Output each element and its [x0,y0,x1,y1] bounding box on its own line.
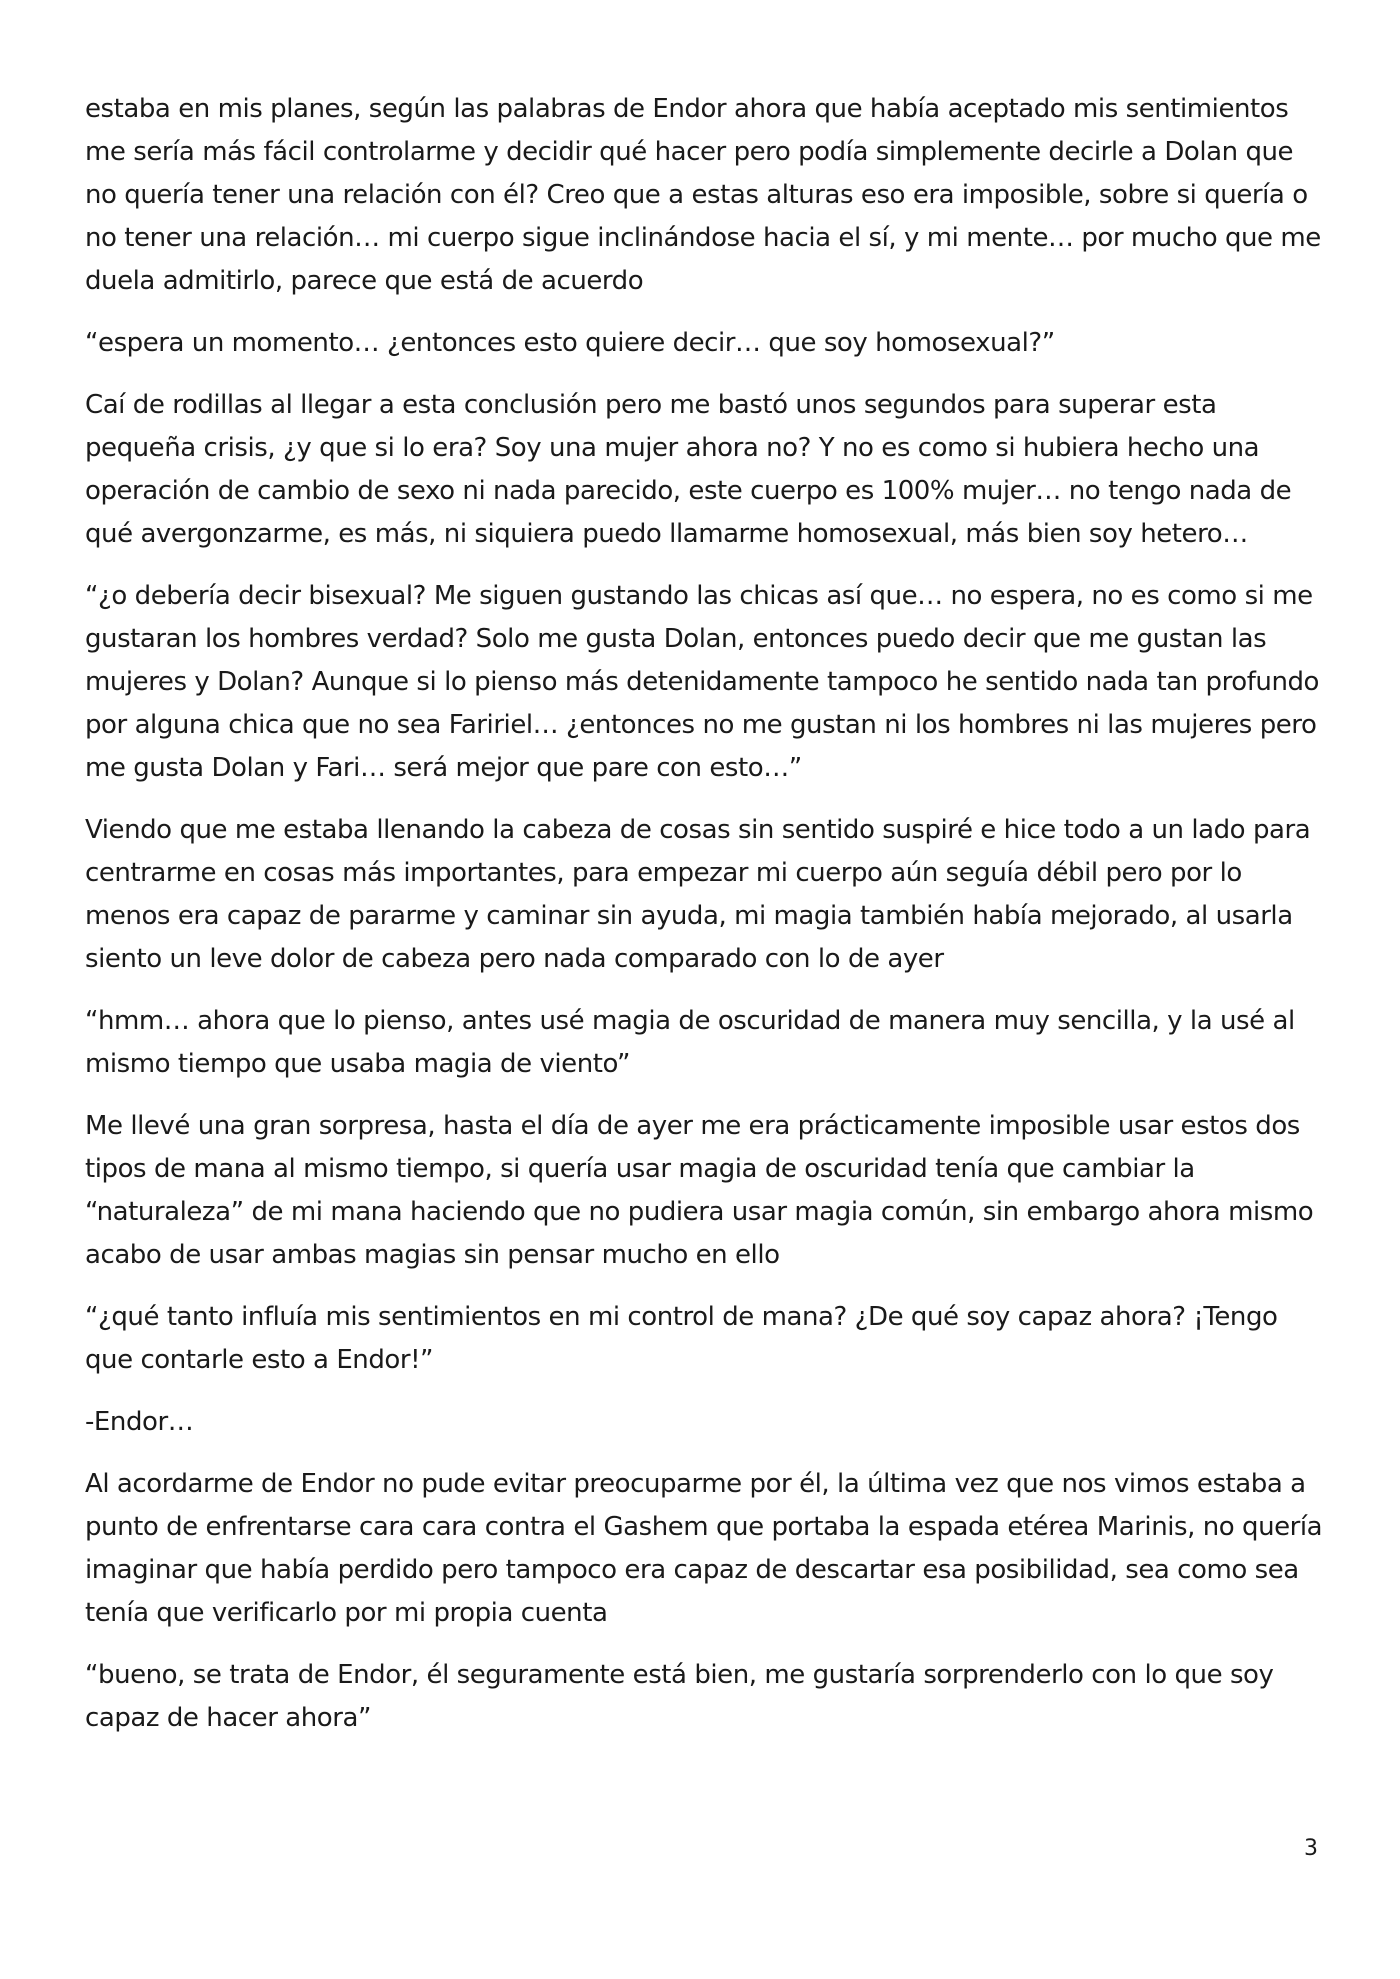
paragraph: “¿o debería decir bisexual? Me siguen gustando las chicas así que… no espera, no es como si me gustaran los hombres verdad? Solo me gusta Dolan, entonces puedo decir que me gustan las mujeres y Dolan? Aunque si lo pienso más detenidamente tampoco he sentido nada tan profundo por alguna chica que no sea Faririel… ¿entonces no me gustan ni los hombres ni las mujeres pero me gusta Dolan y Fari… será mejor que pare con esto…” [85,581,1319,783]
paragraph: “hmm… ahora que lo pienso, antes usé magia de oscuridad de manera muy sencilla, y la usé al mismo tiempo que usaba magia de viento” [85,1006,1295,1079]
paragraph: “espera un momento… ¿entonces esto quiere decir… que soy homosexual?” [85,328,1055,358]
paragraph: -Endor… [85,1407,194,1437]
paragraph: Viendo que me estaba llenando la cabeza de cosas sin sentido suspiré e hice todo a un lado para centrarme en cosas más importantes, para empezar mi cuerpo aún seguía débil pero por lo menos era capaz de pararme y caminar sin ayuda, mi magia también había mejorado, al usarla siento un leve dolor de cabeza pero nada comparado con lo de ayer [85,815,1311,974]
body-text [85,88,1325,1759]
paragraph: Caí de rodillas al llegar a esta conclusión pero me bastó unos segundos para superar esta pequeña crisis, ¿y que si lo era? Soy una mujer ahora no? Y no es como si hubiera hecho una operación de cambio de sexo ni nada parecido, este cuerpo es 100% mujer… no tengo nada de qué avergonzarme, es más, ni siquiera puedo llamarme homosexual, más bien soy hetero… [85,390,1292,549]
page-number: 3 [1304,1836,1318,1861]
paragraph: “¿qué tanto influía mis sentimientos en mi control de mana? ¿De qué soy capaz ahora? ¡Tengo que contarle esto a Endor!” [85,1302,1278,1375]
paragraph: “bueno, se trata de Endor, él seguramente está bien, me gustaría sorprenderlo con lo que soy capaz de hacer ahora” [85,1660,1274,1733]
paragraph: estaba en mis planes, según las palabras de Endor ahora que había aceptado mis sentimientos me sería más fácil controlarme y decidir qué hacer pero podía simplemente decirle a Dolan que no quería tener una relación con él? Creo que a estas alturas eso era imposible, sobre si quería o no tener una relación… mi cuerpo sigue inclinándose hacia el sí, y mi mente… por mucho que me duela admitirlo, parece que está de acuerdo [85,94,1321,296]
paragraph: Me llevé una gran sorpresa, hasta el día de ayer me era prácticamente imposible usar estos dos tipos de mana al mismo tiempo, si quería usar magia de oscuridad tenía que cambiar la “naturaleza” de mi mana haciendo que no pudiera usar magia común, sin embargo ahora mismo acabo de usar ambas magias sin pensar mucho en ello [85,1111,1314,1270]
paragraph: Al acordarme de Endor no pude evitar preocuparme por él, la última vez que nos vimos estaba a punto de enfrentarse cara cara contra el Gashem que portaba la espada etérea Marinis, no quería imaginar que había perdido pero tampoco era capaz de descartar esa posibilidad, sea como sea tenía que verificarlo por mi propia cuenta [85,1469,1323,1628]
